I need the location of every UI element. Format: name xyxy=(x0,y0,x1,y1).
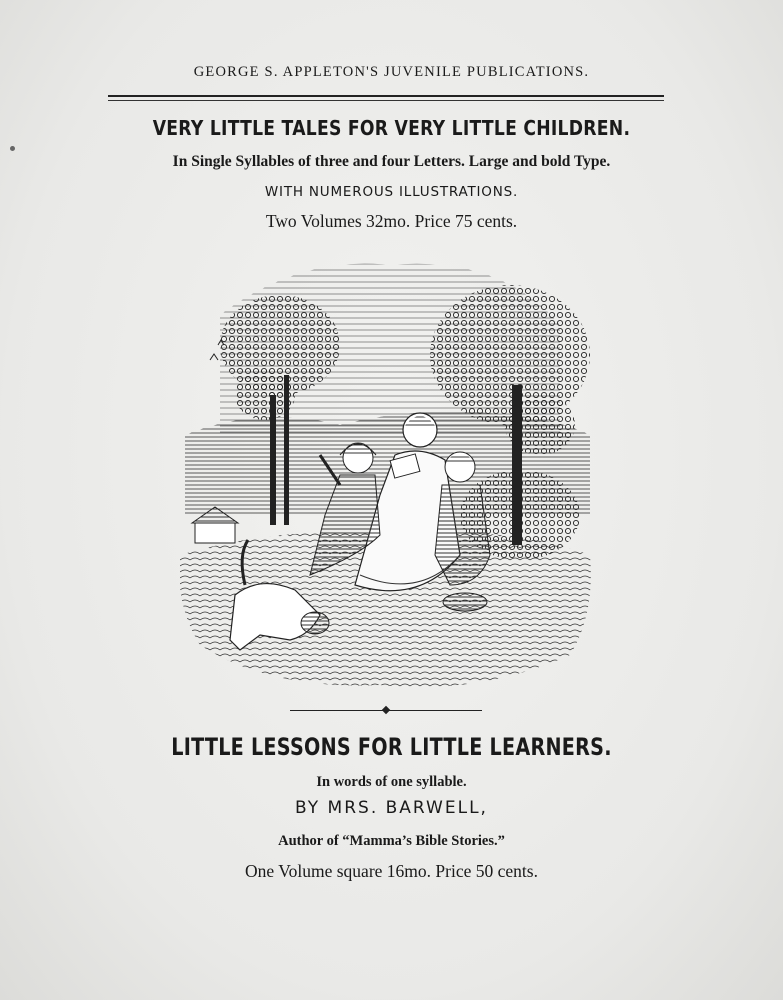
publisher-header: GEORGE S. APPLETON'S JUVENILE PUBLICATIONS. xyxy=(193,64,590,80)
divider-ornament-icon xyxy=(382,706,390,714)
book2-author: BY MRS. BARWELL, xyxy=(295,798,488,818)
book1-price: Two Volumes 32mo. Price 75 cents. xyxy=(265,211,518,231)
book2-author-credit: Author of “Mamma’s Bible Stories.” xyxy=(278,833,505,849)
book2-title: LITTLE LESSONS FOR LITTLE LEARNERS. xyxy=(171,733,612,761)
header-rule xyxy=(108,95,664,101)
bleed-through-text xyxy=(100,480,104,497)
book1-title: VERY LITTLE TALES FOR VERY LITTLE CHILDREN. xyxy=(152,116,631,140)
book1-subtitle: In Single Syllables of three and four Letters. Large and bold Type. xyxy=(172,153,611,170)
book1-illustrations-note: WITH NUMEROUS ILLUSTRATIONS. xyxy=(264,184,519,200)
engraving-mother-reading-to-children-icon xyxy=(180,255,595,695)
ink-speck xyxy=(10,146,15,151)
book2-subtitle: In words of one syllable. xyxy=(316,774,467,790)
book2-price: One Volume square 16mo. Price 50 cents. xyxy=(245,861,538,881)
